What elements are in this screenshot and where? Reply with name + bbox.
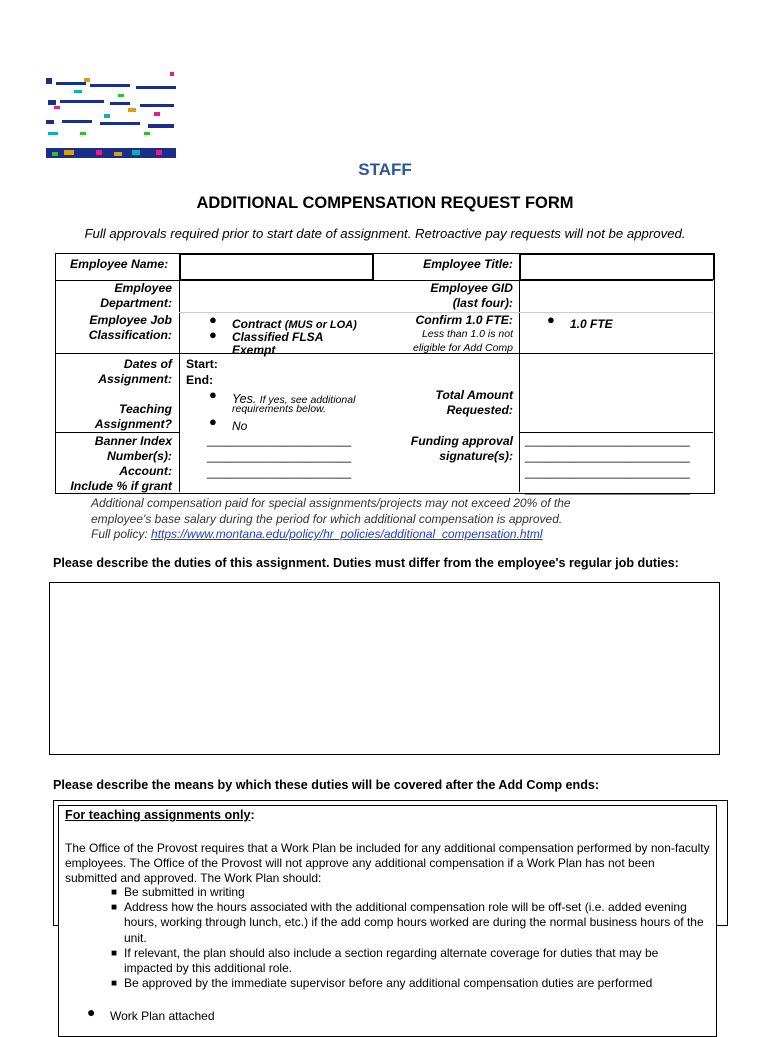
end-label: End: [186,373,214,387]
funding-signature-line-4[interactable]: ________________________ [525,481,690,495]
bullet-icon[interactable]: ● [209,414,217,429]
teaching-paragraph: The Office of the Provost requires that a Work Plan be included for any additional compensation performed by non-faculty employees. The Office of the Provost will not approve any additional compensation if a Work Plan has not been submitted and approved. The Work Plan should: [65,841,710,886]
employee-department-label-line2: Department: [100,296,172,310]
work-plan-requirements-list [111,885,707,991]
staff-heading: STAFF [358,160,412,179]
bullet-icon[interactable]: ● [547,312,555,327]
employee-gid-label-line2: (last four): [452,296,513,310]
note-line2: employee's base salary during the period for which additional compensation is approved. [91,511,563,526]
duties-question: Please describe the duties of this assignment. Duties must differ from the employee's regular job duties: [53,556,679,570]
dates-label-line2: Assignment: [98,372,172,386]
policy-link[interactable]: https://www.montana.edu/policy/hr_policies/additional_compensation.html [151,527,543,541]
duties-textarea[interactable] [49,582,720,755]
total-amount-line1: Total Amount [435,388,513,402]
funding-approval-label [373,434,513,464]
classified-flsa-line1: Classified FLSA [232,330,324,344]
dates-label-line1: Dates of [123,357,172,371]
fte-option[interactable]: 1.0 FTE [570,317,613,331]
dates-of-assignment-label [55,357,172,387]
grid-divider-3 [519,253,520,492]
yes-note-line2: requirements below. [232,402,326,415]
funding-signature-line-1[interactable]: ________________________ [525,433,690,447]
fte-note-line2: eligible for Add Comp [413,342,513,354]
employee-gid-label [373,281,513,311]
policy-label: Full policy: [91,527,148,541]
banner-label-line3: Account: [119,464,172,478]
teaching-yes-option[interactable] [232,393,355,415]
bullet-icon[interactable]: ● [209,387,217,402]
fte-note [373,327,513,355]
classified-flsa-line2: Exempt [232,342,276,357]
funding-label-line1: Funding approval [410,434,513,448]
teaching-heading-colon: : [250,808,255,822]
start-label: Start: [186,357,218,371]
job-classification-label-line2: Classification: [88,328,172,342]
classified-flsa-option[interactable] [232,331,323,356]
employee-title-field[interactable] [520,254,714,280]
confirm-fte-label: Confirm 1.0 FTE: [415,313,513,327]
list-item: ■ Be submitted in writing [111,885,707,900]
list-item: ■ Be approved by the immediate supervisor before any additional compensation duties are performed [111,976,707,991]
note-policy [91,527,711,543]
teaching-heading [65,808,255,823]
teaching-label-line1: Teaching [118,402,172,416]
funding-label-line2: signature(s): [439,449,513,463]
form-subtitle: Full approvals required prior to start date of assignment. Retroactive pay requests will not be approved. [84,226,686,241]
bullet-icon[interactable]: ● [209,312,217,327]
banner-label-line1: Banner Index [94,434,172,448]
banner-index-line-2[interactable]: _____________________ [207,449,352,463]
banner-index-line-1[interactable]: _____________________ [207,433,352,447]
bullet-icon[interactable]: ● [87,1004,96,1020]
additional-comp-note [91,496,711,543]
fte-note-line1: Less than 1.0 is not [421,328,513,340]
employee-info-grid [55,253,715,494]
list-item: ■ If relevant, the plan should also include a section regarding alternate coverage for duties that may be impacted by this additional role. [111,946,707,976]
employee-name-label: Employee Name: [70,257,169,271]
coverage-question: Please describe the means by which these duties will be covered after the Add Comp ends: [53,778,600,792]
university-logo [44,70,180,162]
form-title: ADDITIONAL COMPENSATION REQUEST FORM [196,194,574,212]
funding-signature-line-3[interactable]: ________________________ [525,465,690,479]
grid-row-line-4 [55,432,179,433]
banner-label-line4: Include % if grant [70,479,172,493]
work-plan-attached-option[interactable]: Work Plan attached [110,1009,215,1023]
total-amount-line2: Requested: [446,403,513,417]
employee-title-label: Employee Title: [423,257,513,271]
bullet-icon[interactable]: ● [209,327,217,342]
teaching-requirements-box [58,805,717,1037]
banner-label-line2: Number(s): [106,449,172,463]
employee-department-label-line1: Employee [114,281,172,295]
teaching-label-line2: Assignment? [94,417,172,431]
banner-index-label [55,434,172,494]
contract-option-note: (MUS or LOA) [284,319,357,331]
teaching-heading-text: For teaching assignments only [65,808,251,822]
employee-name-field[interactable] [180,254,374,280]
job-classification-label-line1: Employee Job [89,313,172,327]
employee-department-label [55,281,172,311]
banner-index-line-3[interactable]: _____________________ [207,465,352,479]
teaching-no-option[interactable]: No [232,419,248,433]
employee-gid-label-line1: Employee GID [430,281,513,295]
teaching-assignment-label [55,402,172,432]
total-amount-label [373,388,513,418]
list-item: ■ Address how the hours associated with the additional compensation role will be off-set (i.e. added evening hours, working through lunch, etc.) if the add comp hours worked are during the normal business hours of the unit. [111,900,707,946]
contract-option-label: Contract [232,317,282,331]
job-classification-label [55,313,172,343]
yes-label: Yes. [232,392,257,406]
funding-signature-line-2[interactable]: ________________________ [525,449,690,463]
note-line1: Additional compensation paid for special assignments/projects may not exceed 20% of the [91,496,571,510]
grid-divider-1 [179,253,180,492]
yes-note-line1: If yes, see additional [259,394,356,406]
